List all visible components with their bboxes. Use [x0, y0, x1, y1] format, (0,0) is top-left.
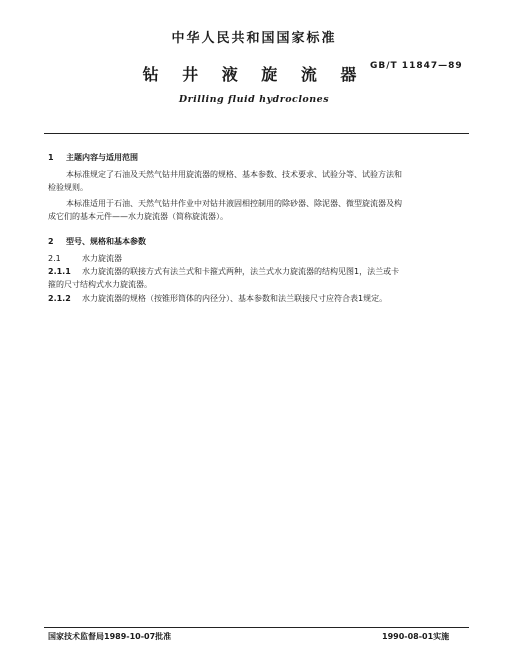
approval-date: 国家技术监督局1989-10-07批准 [48, 632, 172, 641]
national-standard-header: 中华人民共和国国家标准 [171, 31, 337, 46]
standard-number: GB/T 11847—89 [370, 61, 463, 71]
section-1-title: 主题内容与适用范围 [66, 153, 138, 162]
clause-2-1-1-line-1 [48, 266, 399, 278]
clause-2-1-2-number: 2.1.2 [48, 294, 71, 303]
clause-2-1-number: 2.1 [48, 254, 61, 263]
clause-2-1-1-number: 2.1.1 [48, 267, 71, 276]
section-1-paragraph-1-line-1: 本标准规定了石油及天然气钻井用旋流器的规格、基本参数、技术要求、试验分等、试验方法和 [66, 170, 402, 179]
section-1-paragraph-1-line-2: 检验规则。 [48, 183, 88, 192]
clause-2-1-2 [48, 293, 387, 305]
section-1-number: 1 [48, 153, 54, 162]
clause-2-1-title: 水力旋流器 [82, 254, 122, 263]
clause-2-1-2-text: 水力旋流器的规格（按锥形筒体的内径分）、基本参数和法兰联接尺寸应符合表1规定。 [82, 294, 388, 303]
section-2-title: 型号、规格和基本参数 [66, 237, 146, 246]
header-divider [44, 133, 469, 134]
document-title: 钻 井 液 旋 流 器 [142, 65, 366, 84]
clause-2-1 [48, 253, 122, 265]
clause-2-1-1-text: 水力旋流器的联接方式有法兰式和卡箍式两种，法兰式水力旋流器的结构见图1，法兰或卡 [82, 267, 400, 276]
footer-divider [44, 627, 469, 628]
section-2-heading [48, 236, 146, 247]
section-1-paragraph-2-line-1: 本标准适用于石油、天然气钻井作业中对钻井液固相控制用的除砂器、除泥器、微型旋流器及构 [66, 199, 402, 208]
english-title: Drilling fluid hydroclones [178, 94, 330, 105]
clause-2-1-1-line-2: 箍的尺寸结构式水力旋流器。 [48, 280, 152, 289]
section-1-paragraph-2-line-2: 成它们的基本元件——水力旋流器（简称旋流器）。 [48, 212, 228, 221]
implementation-date: 1990-08-01实施 [382, 632, 450, 641]
section-2-number: 2 [48, 237, 54, 246]
section-1-heading [48, 152, 138, 163]
